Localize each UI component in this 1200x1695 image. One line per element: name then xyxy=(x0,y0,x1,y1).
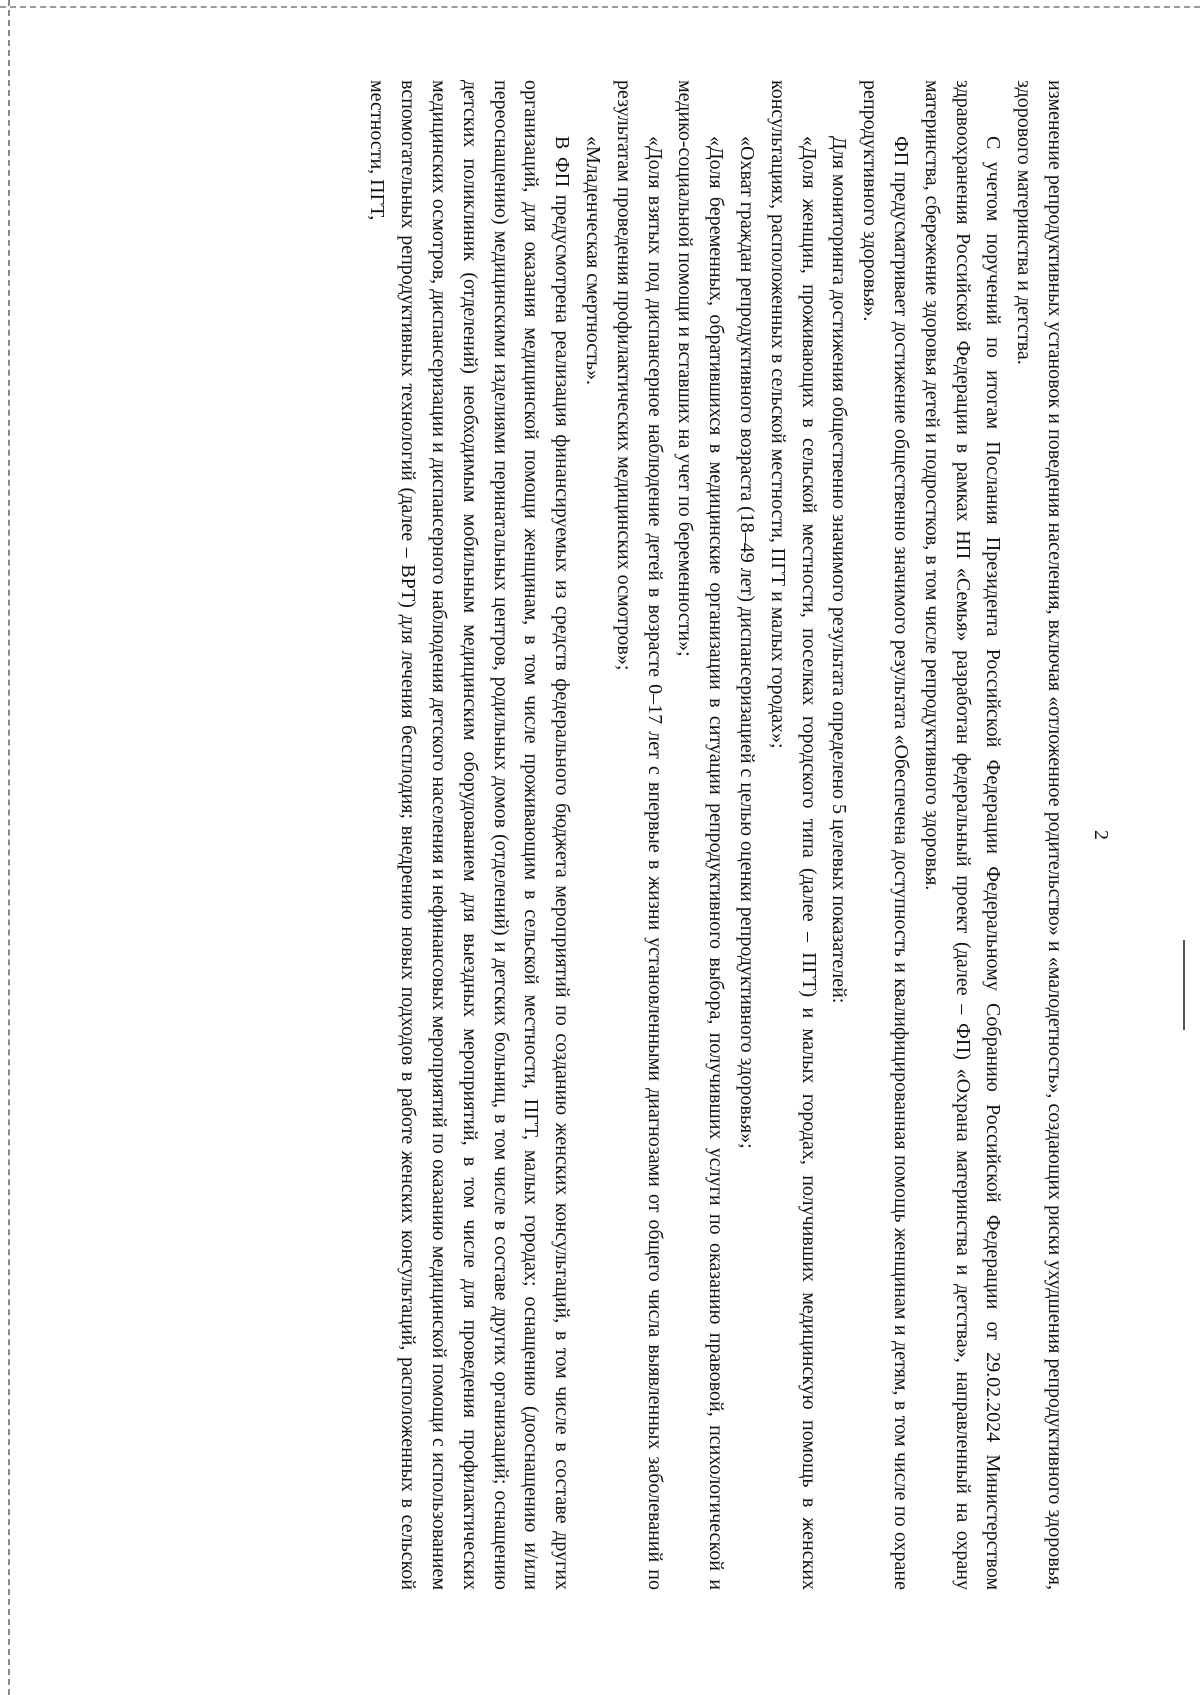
page-number: 2 xyxy=(1090,830,1112,840)
document-body xyxy=(362,80,1070,1590)
paragraph-result: ФП предусматривает достижение общественно значимого результата «Обеспечена доступность и квалифицированная помощь женщинам и детям, в том числе по охране репродуктивного здоровья». xyxy=(859,80,913,1590)
paragraph-measures: В ФП предусмотрена реализация финансируемых из средств федерального бюджета мероприятий по созданию женских консультаций, в том числе в составе других организаций, для оказания медицинской помощи женщинам, в том числе проживающим в сельской местности, ПГТ, малых городах; оснащению (дооснащению и/или переоснащению) медицинскими изделиями перинатальных центров, родильных домов (отделений) и детских больниц, в том числе в составе других организаций; оснащению детских поликлиник (отделений) необходимым мобильным медицинским оборудованием для выездных мероприятий, в том числе для проведения профилактических медицинских осмотров, диспансеризации и диспансерного наблюдения детского населения и нефинансовых мероприятий по оказанию медицинской помощи с использованием вспомогательных репродуктивных технологий (далее – ВРТ) для лечения бесплодия; внедрению новых подходов в работе женских консультаций, расположенных в сельской местности, ПГТ, xyxy=(366,80,574,1590)
indicator-pregnant-support: «Доля беременных, обратившихся в медицинские организации в ситуации репродуктивного выбора, получивших услуги по оказанию правовой, психологической и медико-социальной помощи и вставших на учет по беременности»; xyxy=(674,80,728,1590)
indicator-infant-mortality: «Младенческая смертность». xyxy=(582,136,605,386)
document-page xyxy=(70,80,1150,1590)
paragraph-risks: изменение репродуктивных установок и поведения населения, включая «отложенное родительство» и «малодетность», создающих риски ухудшения репродуктивного здоровья, здорового материнства и детства. xyxy=(1013,80,1066,1590)
paragraph-federal-project: С учетом поручений по итогам Послания Президента Российской Федерации Федеральному Собранию Российской Федерации от 29.02.2024 Министерством здравоохранения Российской Федерации в рамках НП «Семья» разработан федеральный проект (далее – ФП) «Охрана материнства и детства», направленный на охрану материнства, сбережение здоровья детей и подростков, в том числе репродуктивного здоровья. xyxy=(920,80,1005,1590)
indicator-reproductive-screening: «Охват граждан репродуктивного возраста (18–49 лет) диспансеризацией с целью оценки репродуктивного здоровья»; xyxy=(736,136,759,1149)
paragraph-indicators-intro: Для мониторинга достижения общественно значимого результата определено 5 целевых показателей: xyxy=(828,136,851,1004)
indicator-women-rural: «Доля женщин, проживающих в сельской местности, поселках городского типа (далее – ПГТ) и малых городах, получивших медицинскую помощь в женских консультациях, расположенных в сельской местности, ПГТ и малых городах»; xyxy=(766,80,820,1590)
scan-edge-left xyxy=(8,0,10,1695)
scan-edge-top xyxy=(0,6,1200,8)
fold-mark xyxy=(1183,940,1185,1030)
indicator-children-observation: «Доля взятых под диспансерное наблюдение детей в возрасте 0–17 лет с впервые в жизни установленными диагнозами от общего числа выявленных заболеваний по результатам проведения профилактических медицинских осмотров»; xyxy=(612,80,666,1590)
